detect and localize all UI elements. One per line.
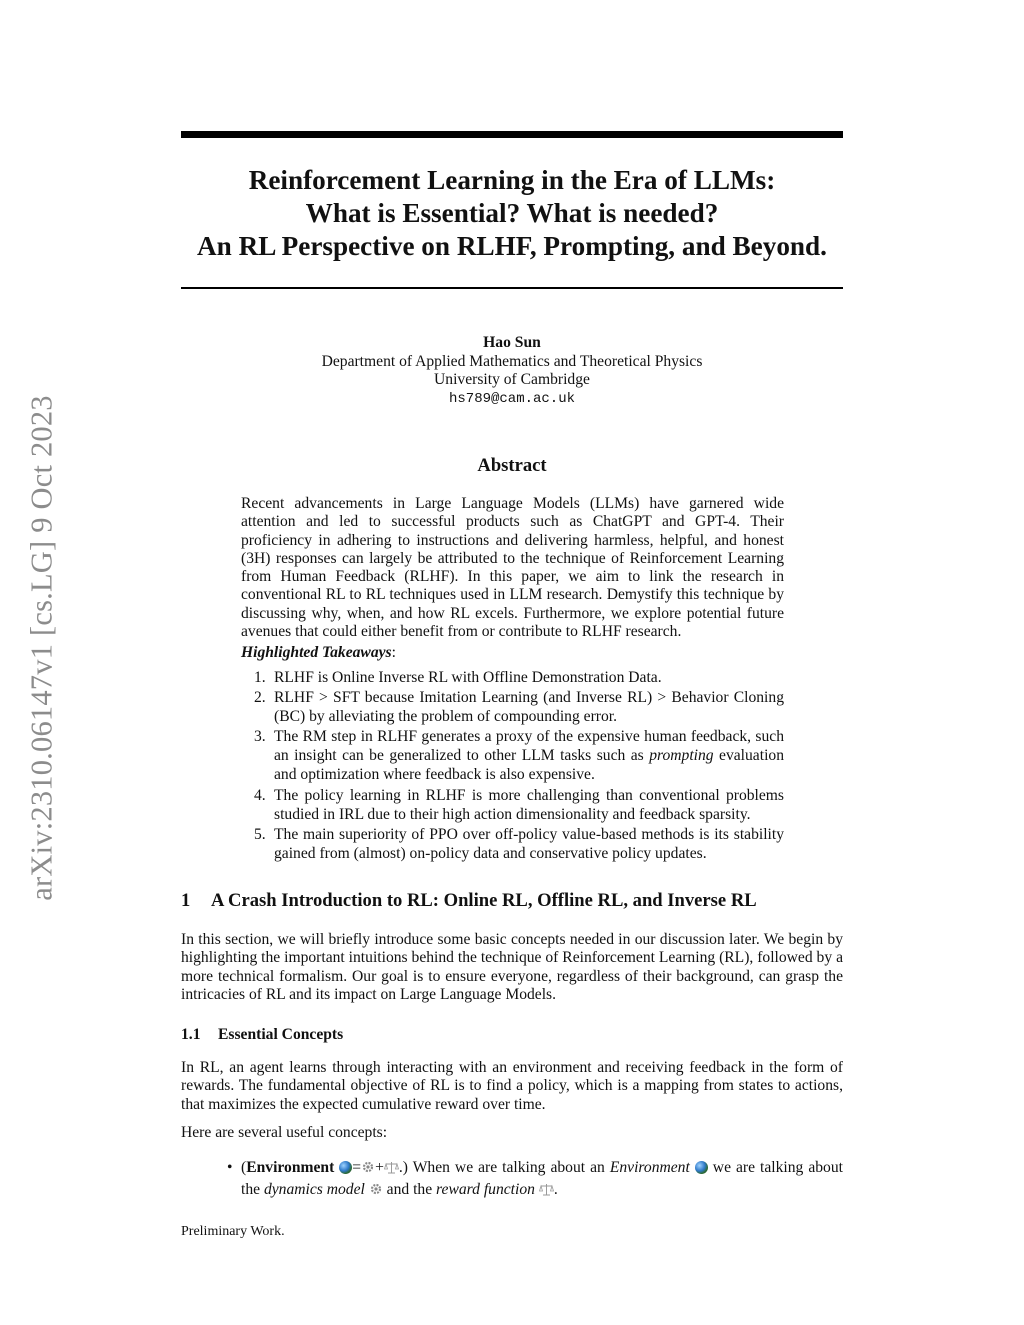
abstract-heading: Abstract xyxy=(477,455,547,476)
environment-bullet xyxy=(227,1157,843,1201)
list-item xyxy=(241,825,784,863)
list-item xyxy=(241,668,784,687)
author-university: University of Cambridge xyxy=(434,371,590,389)
bullet-dot: • xyxy=(227,1159,233,1176)
scale-icon xyxy=(539,1183,554,1196)
bullet-open-paren: ( xyxy=(241,1159,247,1176)
bullet-text-2: we are talking about the xyxy=(241,1159,843,1198)
title-line-3: An RL Perspective on RLHF, Prompting, and Beyond. xyxy=(197,231,827,261)
takeaways-heading: Highlighted Takeaways: xyxy=(241,644,396,661)
list-item-text: RLHF > SFT because Imitation Learning (and Inverse RL) > Behavior Cloning (BC) by alleviating the problem of compounding error. xyxy=(274,689,784,726)
arxiv-identifier: arXiv:2310.06147v1 [cs.LG] 9 Oct 2023 xyxy=(24,395,59,901)
list-item-number: 5. xyxy=(254,825,266,843)
list-item-text: RLHF is Online Inverse RL with Offline Demonstration Data. xyxy=(274,669,662,686)
title-line-2: What is Essential? What is needed? xyxy=(305,198,719,228)
list-item-text-before: The RM step in RLHF generates a proxy of the expensive human feedback, such an insight can be generalized to other LLM tasks such as xyxy=(274,728,784,765)
list-item xyxy=(241,688,784,726)
list-item-text-after: evaluation and optimization where feedback is also expensive. xyxy=(274,747,784,784)
scale-icon xyxy=(384,1161,399,1174)
bullet-dynamics-italic: dynamics model xyxy=(263,1181,365,1198)
section-title: A Crash Introduction to RL: Online RL, Offline RL, and Inverse RL xyxy=(211,890,757,911)
list-item-number: 4. xyxy=(254,786,266,804)
list-item-text: The main superiority of PPO over off-policy value-based methods is its stability gained from (almost) on-policy data and conservative policy updates. xyxy=(274,825,784,862)
author-department: Department of Applied Mathematics and Theoretical Physics xyxy=(321,352,703,370)
subsection-number: 1.1 xyxy=(181,1026,201,1043)
list-item-text-italic: prompting xyxy=(649,747,714,765)
bullet-eq: = xyxy=(352,1159,362,1176)
gear-icon xyxy=(361,1160,375,1174)
abstract-text: Recent advancements in Large Language Models (LLMs) have garnered wide attention and led to successful products such as ChatGPT and GPT-4. Their proficiency in adhering to instructions and delivering harmless, helpful, and honest (3H) responses can largely be attributed to the technique of Reinforcement Learning from Human Feedback (RLHF). In this paper, we aim to link the research in conventional RL to RL techniques used in LLM research. Demystify this technique by discussing why, when, and how RL excels. Furthermore, we explore potential future avenues that could either benefit from or contribute to RLHF research. xyxy=(241,495,784,641)
gear-icon xyxy=(369,1182,383,1196)
footer-note: Preliminary Work. xyxy=(181,1224,285,1239)
bullet-text-1: When we are talking about an xyxy=(407,1159,610,1176)
bullet-environment-italic: Environment xyxy=(609,1159,690,1176)
globe-icon xyxy=(339,1161,352,1174)
list-item xyxy=(241,727,784,784)
section-number: 1 xyxy=(181,890,191,911)
title-top-rule xyxy=(181,131,843,138)
list-item-number: 3. xyxy=(254,728,266,746)
bullet-text-4: . xyxy=(553,1181,558,1198)
list-item-number: 2. xyxy=(254,689,266,707)
paper-title xyxy=(120,164,904,263)
bullet-reward-italic: reward function xyxy=(436,1181,535,1198)
subsection-paragraph-1: In RL, an agent learns through interacting with an environment and receiving feedback in the form of rewards. The fundamental objective of RL is to find a policy, which is a mapping from states to actions, that maximizes the expected cumulative reward over time. xyxy=(181,1059,843,1113)
section-1-paragraph: In this section, we will briefly introduce some basic concepts needed in our discussion later. We begin by highlighting the important intuitions behind the technique of Reinforcement Learning (RL), followed by a more technical formalism. Our goal is to ensure everyone, regardless of their background, can grasp the intricacies of RL and its impact on Large Language Models. xyxy=(181,931,843,1003)
bullet-close: .) xyxy=(398,1159,408,1176)
author-name: Hao Sun xyxy=(483,334,541,351)
bullet-plus: + xyxy=(375,1159,384,1176)
list-item xyxy=(241,786,784,824)
title-line-1: Reinforcement Learning in the Era of LLMs: xyxy=(248,165,776,195)
subsection-title: Essential Concepts xyxy=(218,1026,344,1043)
author-email[interactable]: hs789@cam.ac.uk xyxy=(448,390,576,407)
list-item-number: 1. xyxy=(254,669,266,686)
bullet-term: Environment xyxy=(246,1159,335,1176)
takeaways-label: Highlighted Takeaways xyxy=(241,644,392,661)
list-item-text: The policy learning in RLHF is more challenging than conventional problems studied in IRL due to their high action dimensionality and feedback sparsity. xyxy=(274,786,784,823)
takeaways-list xyxy=(241,668,784,864)
subsection-1-1-heading xyxy=(181,1026,343,1044)
bullet-text-3: and the xyxy=(382,1181,437,1198)
globe-icon xyxy=(695,1161,708,1174)
author-block xyxy=(120,334,904,408)
section-1-heading xyxy=(181,890,757,912)
subsection-paragraph-2: Here are several useful concepts: xyxy=(181,1124,388,1141)
title-bottom-rule xyxy=(181,287,843,289)
